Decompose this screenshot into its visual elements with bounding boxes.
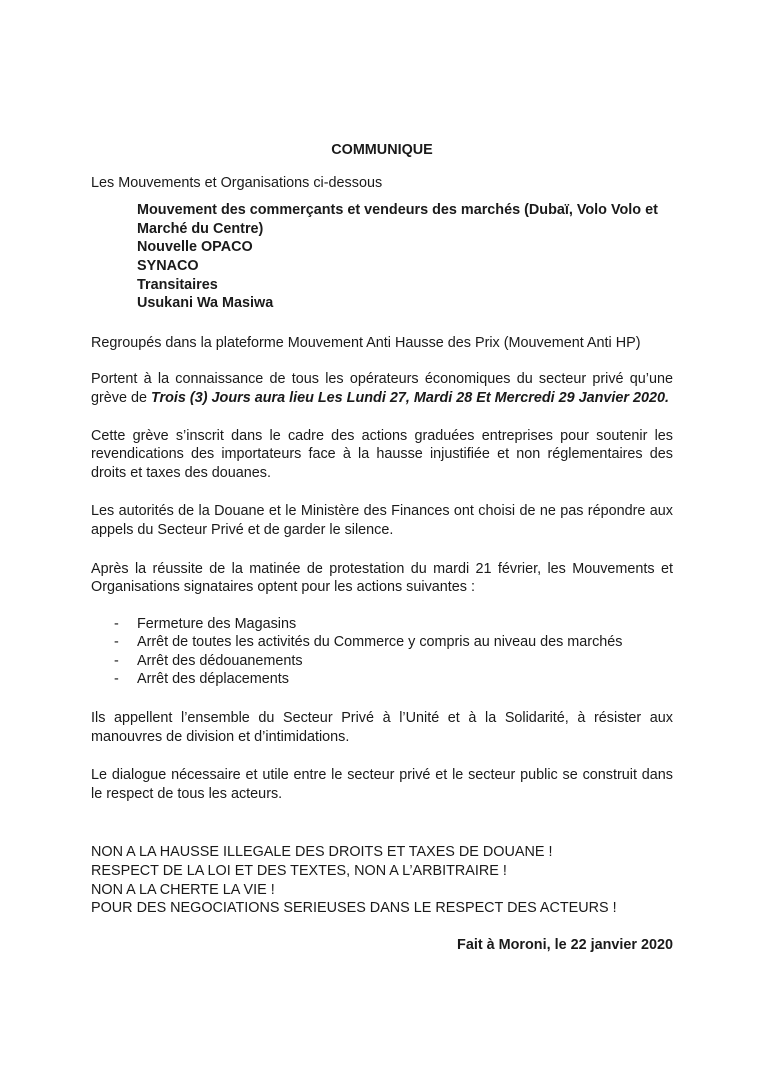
action-item	[114, 615, 673, 634]
slogan-line: NON A LA CHERTE LA VIE !	[91, 881, 275, 898]
organization-list	[137, 201, 673, 313]
actions-list	[114, 615, 673, 689]
appeal-paragraph: Ils appellent l’ensemble du Secteur Privé à l’Unité et à la Solidarité, à résister aux manouvres de division et d’intimidations.	[91, 710, 673, 745]
place-date-signoff: Fait à Moroni, le 22 janvier 2020	[457, 936, 673, 953]
bullet-marker: -	[114, 634, 119, 651]
bullet-marker: -	[114, 671, 119, 688]
document-title: COMMUNIQUE	[331, 142, 433, 158]
slogan-line: NON A LA HAUSSE ILLEGALE DES DROITS ET TAXES DE DOUANE !	[91, 844, 553, 861]
communique-body	[91, 141, 673, 954]
authorities-paragraph: Les autorités de la Douane et le Ministère des Finances ont choisi de ne pas répondre aux appels du Secteur Privé et de garder le silence.	[91, 503, 673, 538]
action-text: Arrêt des dédouanements	[137, 652, 303, 669]
organization-item: Nouvelle OPACO	[137, 239, 253, 256]
context-paragraph: Cette grève s’inscrit dans le cadre des actions graduées entreprises pour soutenir les revendications des importateurs face à la hausse injustifiée et non réglementaires des droits et taxes des douanes.	[91, 427, 673, 481]
plateforme-paragraph: Regroupés dans la plateforme Mouvement Anti Hausse des Prix (Mouvement Anti HP)	[91, 334, 641, 351]
bullet-marker: -	[114, 652, 119, 669]
strike-dates-emphasis: Trois (3) Jours aura lieu Les Lundi 27, Mardi 28 Et Mercredi 29 Janvier 2020.	[151, 389, 670, 406]
action-text: Arrêt de toutes les activités du Commerce y compris au niveau des marchés	[137, 634, 623, 651]
announcement-text: Portent à la connaissance de tous les opérateurs économiques du secteur privé qu’une grève de	[91, 371, 673, 406]
intro-line: Les Mouvements et Organisations ci-dessous	[91, 174, 383, 191]
organization-item: Mouvement des commerçants et vendeurs des marchés (Dubaï, Volo Volo et Marché du Centre)	[137, 202, 658, 237]
action-item	[114, 633, 673, 652]
slogan-list	[91, 843, 673, 917]
organization-item: Transitaires	[137, 276, 218, 293]
action-text: Fermeture des Magasins	[137, 615, 297, 632]
bullet-marker: -	[114, 615, 119, 632]
actions-intro-paragraph: Après la réussite de la matinée de protestation du mardi 21 février, les Mouvements et Organisations signataires optent pour les actions suivantes :	[91, 560, 673, 596]
organization-item: SYNACO	[137, 257, 199, 274]
organization-item: Usukani Wa Masiwa	[137, 295, 274, 312]
action-item	[114, 652, 673, 671]
slogan-line: RESPECT DE LA LOI ET DES TEXTES, NON A L’ARBITRAIRE !	[91, 863, 507, 880]
announcement-paragraph	[91, 370, 673, 407]
dialogue-paragraph: Le dialogue nécessaire et utile entre le secteur privé et le secteur public se construit dans le respect de tous les acteurs.	[91, 767, 673, 802]
slogan-line: POUR DES NEGOCIATIONS SERIEUSES DANS LE RESPECT DES ACTEURS !	[91, 900, 617, 917]
action-text: Arrêt des déplacements	[137, 671, 289, 688]
action-item	[114, 670, 673, 689]
